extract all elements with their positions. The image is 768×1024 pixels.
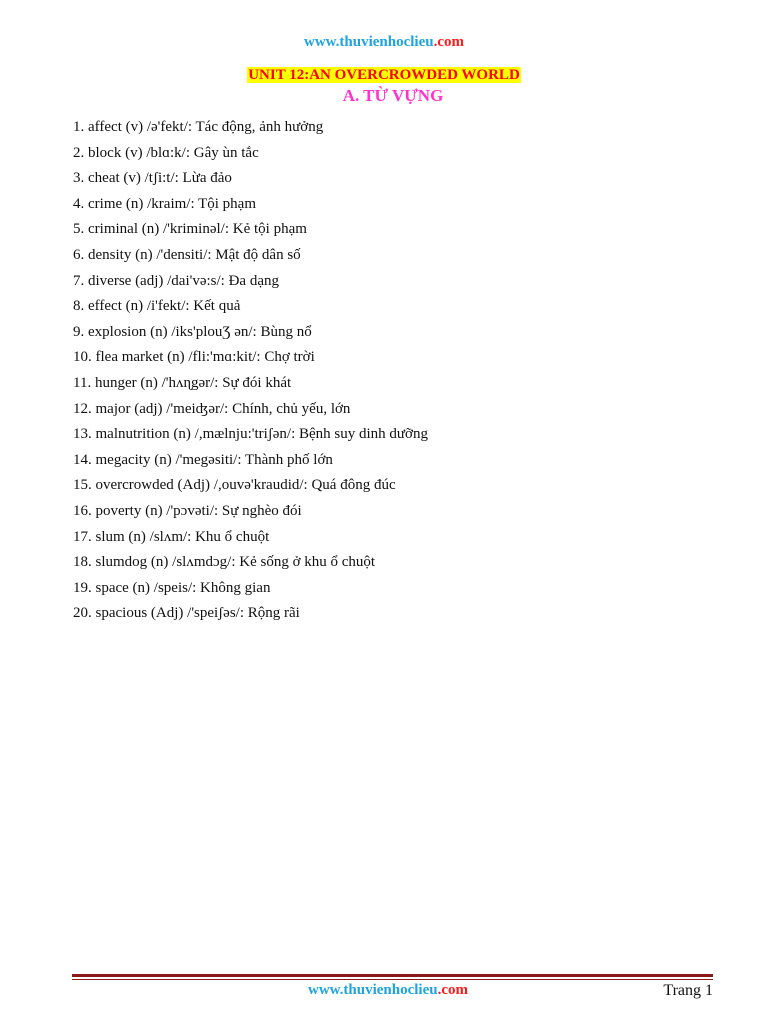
- unit-title-text: UNIT 12:AN OVERCROWDED WORLD: [248, 67, 520, 83]
- footer-divider-thick: [72, 974, 713, 977]
- header-site-link[interactable]: [0, 34, 768, 51]
- vocab-item: 2. block (v) /blɑ:k/: Gây ùn tắc: [73, 144, 259, 161]
- vocab-list: [73, 117, 428, 629]
- vocab-item: 18. slumdog (n) /slʌmdɔg/: Kẻ sống ở khu ổ chuột: [73, 554, 376, 571]
- unit-title: [0, 66, 768, 84]
- footer-site-name: www.thuvienhoclieu: [307, 982, 438, 998]
- section-title: A. TỪ VỰNG: [342, 86, 444, 105]
- vocab-item: 8. effect (n) /i'fekt/: Kết quả: [73, 298, 241, 315]
- vocab-item: 13. malnutrition (n) /,mælnju:'triʃən/: Bệnh suy dinh dưỡng: [73, 426, 428, 443]
- vocab-item: 19. space (n) /speis/: Không gian: [73, 579, 271, 596]
- vocab-item: 12. major (adj) /'meiʤər/: Chính, chủ yếu, lớn: [73, 400, 351, 417]
- vocab-item: 7. diverse (adj) /dai'və:s/: Đa dạng: [73, 272, 279, 289]
- vocab-item: 5. criminal (n) /'kriminəl/: Kẻ tội phạm: [73, 221, 307, 238]
- vocab-item: 11. hunger (n) /'hʌɳgər/: Sự đói khát: [73, 374, 292, 391]
- vocab-item: 14. megacity (n) /'megəsiti/: Thành phố lớn: [73, 451, 333, 468]
- footer-site-tld: .com: [437, 982, 468, 998]
- vocab-item: 3. cheat (v) /tʃi:t/: Lừa đảo: [73, 170, 232, 187]
- footer-divider-thin: [72, 979, 713, 980]
- header-site-name: www.thuvienhoclieu: [303, 34, 434, 50]
- vocab-item: 20. spacious (Adj) /'speiʃəs/: Rộng rãi: [73, 605, 300, 622]
- vocab-item: 15. overcrowded (Adj) /,ouvə'kraudid/: Quá đông đúc: [73, 477, 396, 494]
- vocab-item: 17. slum (n) /slʌm/: Khu ổ chuột: [73, 528, 270, 545]
- page-number: Trang 1: [663, 982, 713, 999]
- vocab-item: 9. explosion (n) /iks'plouƷ ən/: Bùng nổ: [73, 323, 312, 340]
- vocab-item: 4. crime (n) /kraim/: Tội phạm: [73, 195, 257, 212]
- header-site-tld: .com: [433, 34, 464, 50]
- vocab-item: 10. flea market (n) /fli:'mɑ:kit/: Chợ trời: [73, 349, 315, 366]
- vocab-item: 6. density (n) /'densiti/: Mật độ dân số: [73, 246, 301, 263]
- footer-site-link[interactable]: [0, 982, 768, 999]
- vocab-item: 16. poverty (n) /'pɔvəti/: Sự nghèo đói: [73, 502, 302, 519]
- vocab-item: 1. affect (v) /ə'fekt/: Tác động, ảnh hưởng: [73, 119, 324, 135]
